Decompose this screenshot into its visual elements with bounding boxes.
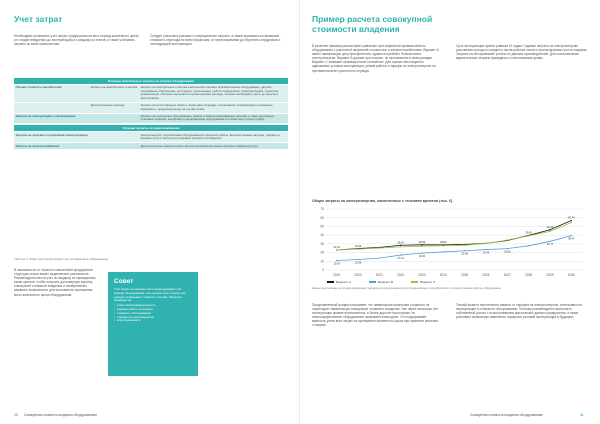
data-label: 24.59	[354, 244, 362, 248]
legend-item	[327, 280, 351, 284]
y-tick-label: 20	[320, 250, 324, 255]
x-tick-label: 2025	[461, 273, 469, 277]
page-number-left: 10	[14, 413, 18, 417]
legend-swatch	[327, 281, 334, 284]
list-item: • стоимость обслуживания	[114, 312, 192, 316]
data-point	[485, 249, 486, 250]
page-number-right: 11	[580, 413, 584, 417]
table-cell: Полная стоимость приобретения	[15, 85, 62, 90]
advice-title: Совет	[114, 278, 134, 285]
list-item: • режимы работы и нагрузку	[114, 308, 192, 312]
data-label: 19.34	[418, 254, 426, 258]
y-tick-label: 0	[322, 268, 324, 273]
x-tick-label: 2022	[397, 273, 405, 277]
data-label: 23.43	[482, 251, 490, 255]
data-point	[400, 254, 401, 255]
chart-title: Общие затраты на электроэнергию, накопленные с течением времени (тыс. €)	[312, 199, 453, 203]
data-label: 32.77	[546, 243, 554, 247]
table-cell	[14, 103, 89, 113]
table-cell: Затраты на сопутствующие работы: подготовка площадки, согласования, сертификация и резервные компоненты, предусмотренные на случай отказа.	[140, 103, 273, 111]
data-label: 22.94	[333, 246, 340, 250]
data-label: 22.08	[461, 252, 468, 256]
y-tick-label: 60	[320, 215, 324, 220]
data-point	[571, 222, 572, 223]
intro-right: Следует различать разовые и операционные затраты, а также принимать во внимание стоимость перехода по всем процессам: от проектирования до обучения сотрудников и последующей эксплуатации.	[150, 34, 281, 47]
legend-item	[411, 280, 435, 284]
data-point	[571, 220, 572, 221]
list-item: • класс энергоэффективности	[114, 304, 192, 308]
data-point	[421, 246, 422, 247]
table-cell: Затраты на приобретение и монтаж	[90, 85, 138, 90]
y-tick-label: 50	[320, 224, 324, 229]
legend-label: Вариант A	[336, 280, 352, 284]
legend-item	[369, 280, 393, 284]
x-tick-label: 2028	[525, 273, 533, 277]
table-row	[14, 132, 288, 143]
data-point	[485, 243, 486, 244]
data-label: 10.93	[333, 262, 340, 266]
data-point	[549, 231, 550, 232]
y-tick-label: 70	[320, 207, 324, 212]
data-label: 28.89	[418, 241, 426, 245]
right-col-1: В качестве примера рассмотрим сравнение трех вариантов промышленного оборудования с различной начальной стоимостью и энергопотреблением. Вариант A имеет наименьшую цену приобретения, однако потребляет больше всего электроэнергии. Вариант B дороже при покупке, но экономичнее в эксплуатации. Вариант C занимает промежуточное положение. Для оценки используются одинаковые условия эксплуатации, режим работы и тарифы на электроэнергию на протяжении всего расчетного периода.	[312, 44, 439, 73]
data-point	[357, 248, 358, 249]
x-tick-label: 2026	[482, 273, 490, 277]
table-section-header: Текущие затраты на энергоснабжение	[14, 125, 288, 131]
data-label: 39.47	[568, 237, 575, 241]
data-point	[379, 247, 380, 248]
table-cell: Затраты на приобретение и монтаж компонентов системы: вспомогательное оборудование, датчики, программное обеспечение, интеграция, пусконаладка, работы подрядчиков, транспортировка, проектная документация, обучение персонала и прочие разовые расходы, которые необходимо учесть до запуска в эксплуатацию.	[140, 85, 279, 100]
footer-left: Совокупная стоимость владения оборудованием	[24, 413, 97, 417]
footer-right: Совокупная стоимость владения оборудованием	[470, 413, 543, 417]
table-cell: Дополнительные расходы	[90, 103, 125, 108]
data-label: 28.82	[440, 241, 447, 245]
table-row	[14, 103, 288, 114]
x-tick-label: 2027	[503, 273, 511, 277]
data-point	[443, 245, 444, 246]
x-tick-label: 2023	[418, 273, 426, 277]
data-label: 56.76	[568, 216, 575, 220]
table-caption: Таблица 3. Обзор категорий затрат при приобретении оборудования	[14, 257, 109, 261]
page-title-left: Учет затрат	[14, 14, 63, 24]
data-point	[336, 260, 337, 261]
x-tick-label: 2029	[546, 273, 554, 277]
table-cell: Затраты на эксплуатацию и обслуживание	[15, 113, 76, 118]
y-tick-label: 30	[320, 241, 324, 246]
line-chart	[312, 205, 588, 279]
data-point	[379, 257, 380, 258]
data-label: 17.14	[397, 256, 404, 260]
data-label: 28.43	[397, 241, 404, 245]
y-tick-label: 40	[320, 233, 324, 238]
data-point	[336, 249, 337, 250]
cost-table	[14, 78, 288, 150]
x-tick-label: 2024	[439, 273, 447, 277]
table-cell: Затраты на техническое обслуживание, ремонт и замену изнашиваемых деталей, а также регулярные плановые проверки, калибровку и модернизацию оборудования в течение всего срока службы.	[140, 113, 275, 122]
x-tick-label: 2019	[333, 273, 341, 277]
table-section-header: Разовые капитальные затраты на покупку оборудования	[14, 78, 288, 84]
data-point	[571, 235, 572, 236]
data-point	[549, 241, 550, 242]
x-tick-label: 2030	[567, 273, 575, 277]
page-title-right: Пример расчета совокупной стоимости владения	[312, 14, 433, 34]
table-cell: Дополнительные энергетические затраты на вспомогательные системы и инфраструктуру.	[140, 143, 259, 148]
data-point	[400, 246, 401, 247]
advice-list	[114, 304, 192, 323]
table-cell: Затраты на энергию и потребление электроэнергии	[15, 132, 88, 137]
table-cell: Затраты на энергопотребление	[15, 143, 60, 148]
data-label: 46.20	[546, 225, 554, 229]
right-col-2: Срок эксплуатации принят равным 12 годам. Годовые затраты на электроэнергию рассчитаны исходя из среднего числа рабочих часов и прогнозируемого роста тарифов. Затраты на обслуживание учтены по данным производителей. Для сопоставления вариантов все затраты приведены к сопоставимым ценам.	[456, 44, 588, 61]
data-label: 12.08	[354, 261, 362, 265]
advice-box	[108, 272, 198, 376]
legend-label: Вариант C	[420, 280, 436, 284]
data-point	[549, 229, 550, 230]
data-point	[464, 250, 465, 251]
list-item: • тарифы на электроэнергию	[114, 316, 192, 320]
data-point	[528, 235, 529, 236]
table-row	[14, 114, 288, 125]
chart-note: Данные рассчитаны на основе усредненных тарифов на электроэнергию для промышленных потребителей и типового режима работы оборудования.	[312, 287, 502, 290]
data-point	[421, 244, 422, 245]
data-point	[528, 245, 529, 246]
data-label: 39.65	[525, 231, 532, 235]
table-row	[14, 85, 288, 103]
legend-swatch	[369, 281, 376, 284]
data-point	[443, 251, 444, 252]
list-item: • срок окупаемости	[114, 319, 192, 323]
data-label: 24.56	[504, 250, 511, 254]
table-row	[14, 143, 288, 150]
y-tick-label: 10	[320, 259, 324, 264]
intro-left: Необходимо установить учет затрат предприятия на весь период жизненного цикла (от стадии внедрения до эксплуатации) по каждому из этапов, а также учитывать затраты по всем компонентам.	[14, 34, 139, 47]
data-point	[464, 244, 465, 245]
data-point	[507, 239, 508, 240]
right-bottom-col-2: Точный момент пересечения зависит от тарифов на электроэнергию, интенсивности эксплуатации и стоимости обслуживания. Поэтому рекомендуется выполнять собственный расчет с использованием фактических данных предприятия, а также учитывать возможные изменения тарифов и условий эксплуатации в будущем.	[456, 303, 582, 320]
data-point	[507, 248, 508, 249]
x-tick-label: 2020	[354, 273, 362, 277]
chart-legend	[327, 280, 577, 284]
data-point	[357, 259, 358, 260]
right-bottom-col-1: Представленный график показывает, что наименьшая начальная стоимость не гарантирует наименьшую совокупную стоимость владения. Уже через несколько лет эксплуатации кривые пересекаются, и более дорогое при покупке, но энергоэффективное оборудование оказывается выгоднее. Это подчеркивает важность учета всех затрат на протяжении жизненного цикла при принятии решения о закупке.	[312, 303, 438, 328]
legend-swatch	[411, 281, 418, 284]
data-point	[400, 245, 401, 246]
table-cell: Электроэнергия, потребляемая оборудованием в процессе работы, включая пиковые нагрузки, тарифы по времени суток и затраты на резервное питание и охлаждение.	[140, 132, 280, 141]
body-left: В зависимости от отрасли и масштабов предприятия структура затрат может существенно различаться. Рекомендуется вести учет по каждому из приведенных выше пунктов, чтобы получить достоверную картину совокупной стоимости владения и своевременно выявлять возможности для экономии на протяжении всего жизненного цикла оборудования.	[14, 268, 96, 297]
advice-body: Учет затрат на энергию часто недооценивают при выборе оборудования, хотя за весь срок службы они нередко превышают стоимость покупки. Обратите внимание на:	[114, 287, 186, 303]
data-point	[421, 252, 422, 253]
legend-label: Вариант B	[378, 280, 394, 284]
x-tick-label: 2021	[375, 273, 383, 277]
